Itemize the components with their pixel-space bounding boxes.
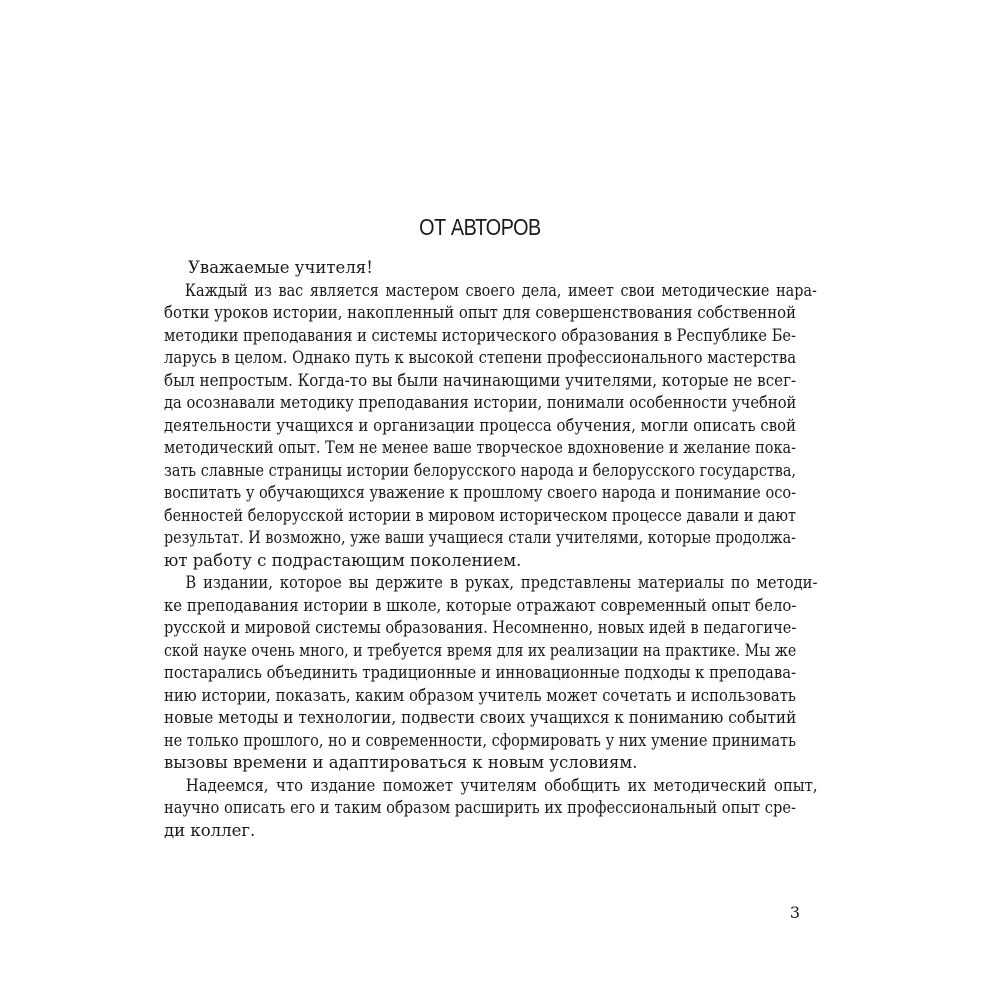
body-text xyxy=(164,257,818,842)
paragraph-3 xyxy=(164,775,818,843)
text-line: ботки уроков истории, накопленный опыт для совершенствования собственной xyxy=(164,303,797,322)
text-line: результат. И возможно, уже ваши учащиеся стали учителями, которые продолжа- xyxy=(164,528,796,547)
text-line: русской и мировой системы образования. Несомненно, новых идей в педагогиче- xyxy=(164,618,797,637)
text-line: нию истории, показать, каким образом учитель может сочетать и использовать xyxy=(164,685,797,705)
text-line: постарались объединить традиционные и инновационные подходы к преподава- xyxy=(164,663,797,682)
text-line: зать славные страницы истории белорусского народа и белорусского государства, xyxy=(164,460,796,480)
text-line: В издании, которое вы держите в руках, представлены материалы по методи- xyxy=(185,573,818,592)
text-line: методический опыт. Тем не менее ваше творческое вдохновение и желание пока- xyxy=(164,438,796,457)
paragraph-1 xyxy=(164,280,817,573)
greeting-line: Уважаемые учителя! xyxy=(188,258,373,277)
text-line: методики преподавания и системы исторического образования в Республике Бе- xyxy=(164,325,796,345)
text-line: ке преподавания истории в школе, которые отражают современный опыт бело- xyxy=(164,595,797,615)
text-line: деятельности учащихся и организации процесса обучения, могли описать свой xyxy=(164,415,797,435)
text-line: Каждый из вас является мастером своего дела, имеет свои методические нара- xyxy=(184,280,817,300)
page-title: ОТ АВТОРОВ xyxy=(419,214,541,240)
text-line: ларусь в целом. Однако путь к высокой степени профессионального мастерства xyxy=(164,348,797,367)
text-line: вызовы времени и адаптироваться к новым условиям. xyxy=(164,753,638,772)
text-line: новые методы и технологии, подвести своих учащихся к пониманию событий xyxy=(164,708,797,727)
text-line: ской науке очень много, и требуется время для их реализации на практике. Мы же xyxy=(164,640,797,660)
text-line: научно описать его и таким образом расширить их профессиональный опыт сре- xyxy=(164,798,796,817)
text-line: ют работу с подрастающим поколением. xyxy=(164,550,522,570)
text-line: был непростым. Когда-то вы были начинающими учителями, которые не всег- xyxy=(164,370,797,390)
paragraph-2 xyxy=(164,572,818,775)
text-line: ди коллег. xyxy=(164,820,256,840)
text-line: не только прошлого, но и современности, сформировать у них умение принимать xyxy=(164,730,796,750)
page-number: 3 xyxy=(789,903,800,922)
text-line: да осознавали методику преподавания истории, понимали особенности учебной xyxy=(164,393,797,412)
text-line: Надеемся, что издание поможет учителям обобщить их методический опыт, xyxy=(185,775,818,795)
text-line: бенностей белорусской истории в мировом историческом процессе давали и дают xyxy=(164,505,796,525)
text-line: воспитать у обучающихся уважение к прошлому своего народа и понимание осо- xyxy=(164,483,797,502)
